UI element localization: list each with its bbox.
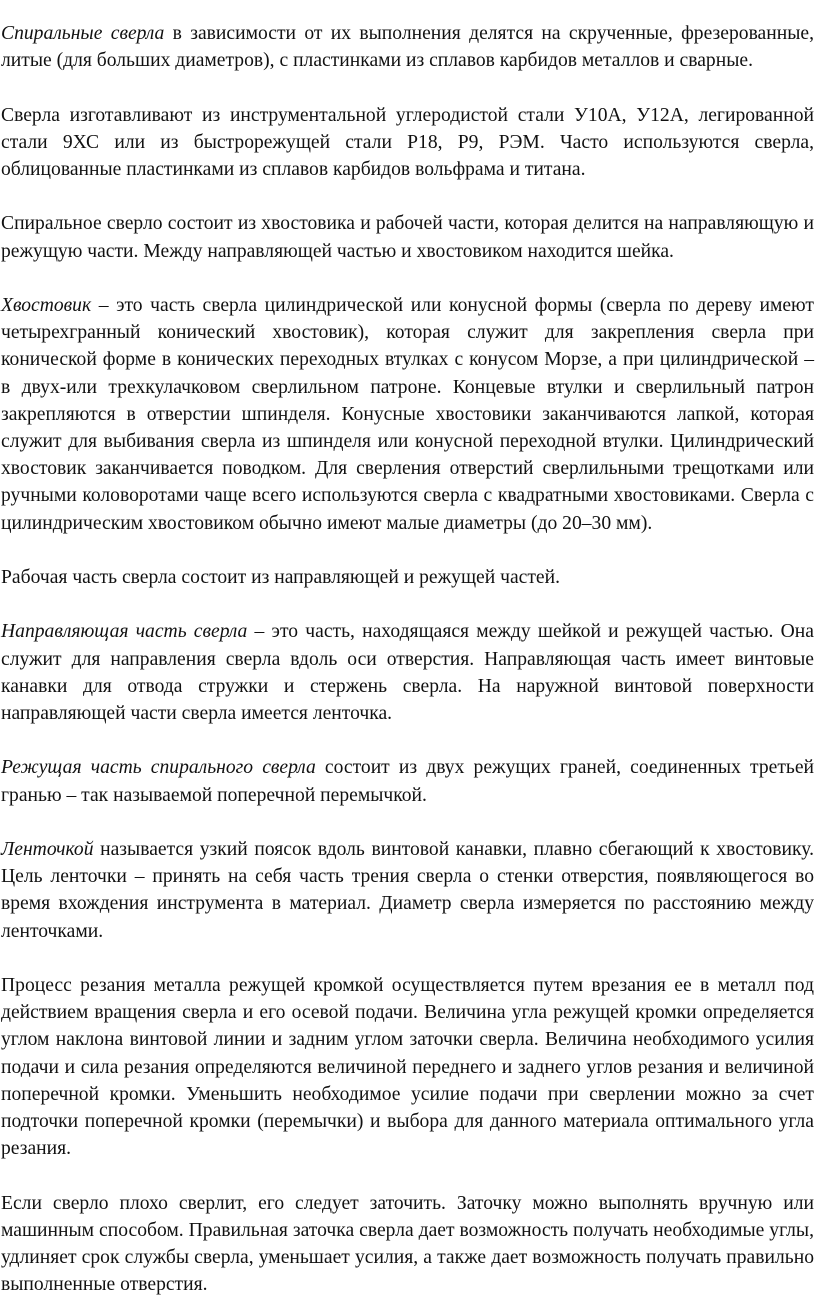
- term-guiding-part: Направляющая часть сверла: [1, 621, 248, 643]
- paragraph-text: – это часть сверла цилиндрической или конусной формы (сверла по дереву имеют четырехгранный конический хвостовик), которая служит для закрепления сверла при конической форме в конических переходных втулках с конусом Морзе, а при цилиндрической – в двух-или трехкулачковом сверлильном патроне. Концевые втулки и сверлильный патрон закрепляются в отверстии шпинделя. Конусные хвостовики заканчиваются лапкой, которая служит для выбивания сверла из шпинделя или конусной переходной втулки. Цилиндрический хвостовик заканчивается поводком. Для сверления отверстий сверлильными трещотками или ручными коловоротами чаще всего используются сверла с квадратными хвостовиками. Сверла с цилиндрическим хвостовиком обычно имеют малые диаметры (до 20–30 мм).: [1, 294, 814, 534]
- paragraph-land: [1, 836, 814, 945]
- paragraph-text: в зависимости от их выполнения делятся на скрученные, фрезерованные, литые (для больших диаметров), с пластинками из сплавов карбидов металлов и сварные.: [1, 23, 814, 72]
- paragraph-working-part: [1, 564, 814, 591]
- paragraph-text: Если сверло плохо сверлит, его следует заточить. Заточку можно выполнять вручную или машинным способом. Правильная заточка сверла дает возможность получать необходимые углы, удлиняет срок службы сверла, уменьшает усилия, а также дает возможность получать правильно выполненные отверстия.: [1, 1192, 814, 1296]
- paragraph-cutting-process: [1, 972, 814, 1162]
- paragraph-text: Процесс резания металла режущей кромкой осуществляется путем врезания ее в металл под действием вращения сверла и его осевой подачи. Величина угла режущей кромки определяется углом наклона винтовой линии и задним углом заточки сверла. Величина необходимого усилия подачи и сила резания определяются величиной переднего и заднего углов резания и величиной поперечной кромки. Уменьшить необходимое усилие подачи при сверлении можно за счет подточки поперечной кромки (перемычки) и выбора для данного материала оптимального угла резания.: [1, 974, 814, 1160]
- term-spiral-drills: Спиральные сверла: [1, 23, 165, 44]
- paragraph-guiding-part: [1, 618, 814, 727]
- paragraph-text: – это часть, находящаяся между шейкой и режущей частью. Она служит для направления сверла вдоль оси отверстия. Направляющая часть имеет винтовые канавки для отвода стружки и стержень сверла. На наружной винтовой поверхности направляющей части сверла имеется ленточка.: [1, 621, 814, 724]
- paragraph-text: называется узкий поясок вдоль винтовой канавки, плавно сбегающий к хвостовику. Цель ленточки – принять на себя часть трения сверла о стенки отверстия, появляющегося во время вхождения инструмента в материал. Диаметр сверла измеряется по расстоянию между ленточками.: [1, 838, 814, 942]
- paragraph-spiral-drills: [1, 20, 814, 74]
- paragraph-shank: [1, 292, 814, 537]
- paragraph-drill-materials: [1, 102, 814, 184]
- paragraph-cutting-part: [1, 754, 814, 808]
- paragraph-text: Сверла изготавливают из инструментальной углеродистой стали У10А, У12А, легированной стали 9ХС или из быстрорежущей стали Р18, Р9, РЭМ. Часто используются сверла, облицованные пластинками из сплавов карбидов вольфрама и титана.: [1, 104, 814, 180]
- paragraph-drill-structure: [1, 210, 814, 264]
- paragraph-sharpening: [1, 1190, 814, 1298]
- paragraph-text: Спиральное сверло состоит из хвостовика и рабочей части, которая делится на направляющую и режущую части. Между направляющей частью и хвостовиком находится шейка.: [1, 213, 814, 262]
- term-shank: Хвостовик: [1, 294, 92, 316]
- paragraph-text: состоит из двух режущих граней, соединенных третьей гранью – так называемой поперечной перемычкой.: [1, 757, 815, 806]
- term-land: Ленточкой: [1, 838, 94, 860]
- term-cutting-part: Режущая часть спирального сверла: [1, 757, 316, 779]
- paragraph-text: Рабочая часть сверла состоит из направляющей и режущей частей.: [1, 567, 561, 588]
